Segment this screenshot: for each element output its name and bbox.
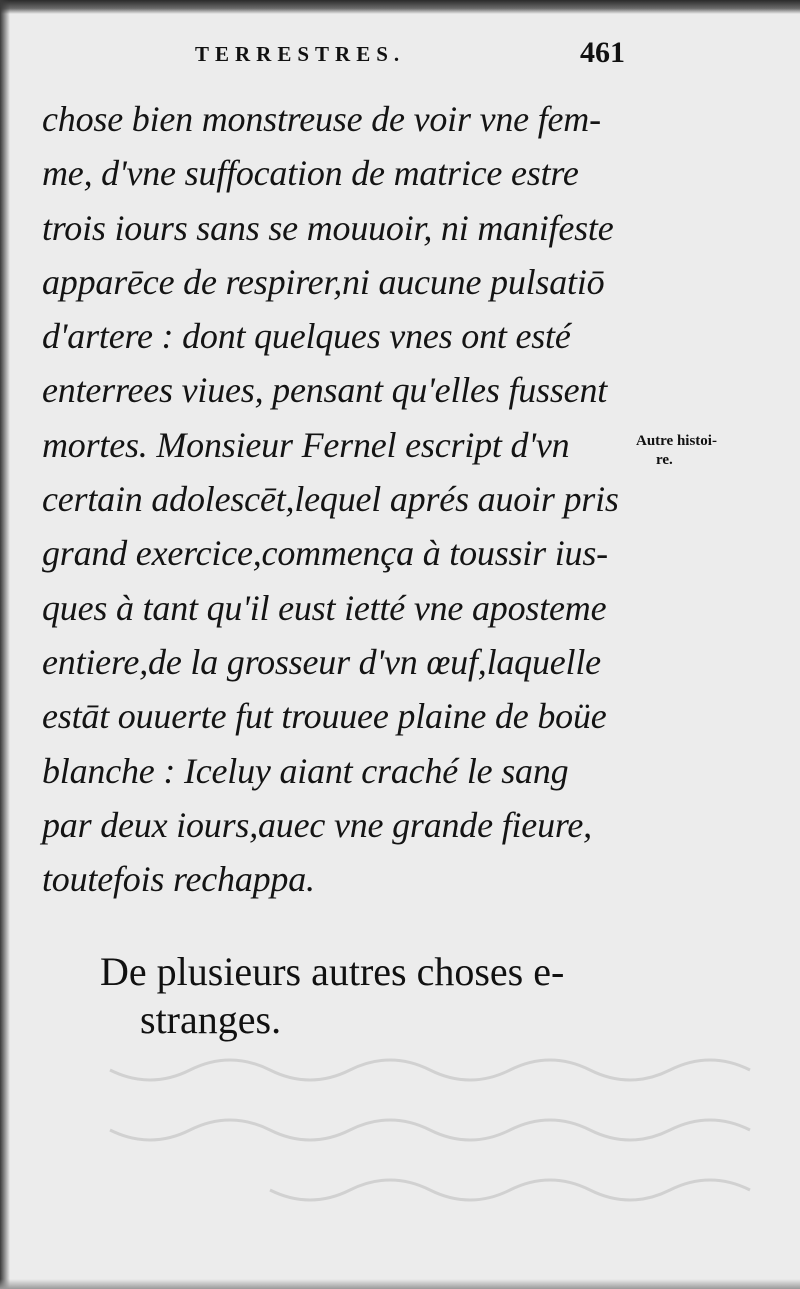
text-line: par deux iours,auec vne grande fieure,: [42, 804, 592, 845]
text-line: toutefois rechappa.: [42, 859, 315, 900]
text-line: me, d'vne suffocation de matrice estre: [42, 153, 579, 194]
text-line: chose bien monstreuse de voir vne fem-: [42, 99, 601, 139]
bleed-strokes: [60, 1040, 760, 1220]
section-heading: [100, 948, 660, 1044]
margin-note-line: Autre histoi-: [636, 433, 717, 449]
text-line: mortes. Monsieur Fernel escript d'vn: [42, 424, 570, 465]
text-line: d'artere : dont quelques vnes ont esté: [42, 316, 571, 357]
margin-note-line: re.: [656, 452, 673, 468]
section-heading-line: stranges.: [140, 997, 282, 1042]
page-top-edge: [0, 0, 800, 14]
text-line: enterrees viues, pensant qu'elles fussent: [42, 370, 608, 411]
text-line: grand exercice,commença à toussir ius-: [42, 533, 608, 574]
text-line: estāt ouuerte fut trouuee plaine de boüe: [42, 696, 607, 737]
text-line: entiere,de la grosseur d'vn œuf,laquelle: [42, 641, 601, 682]
text-line: blanche : Iceluy aiant craché le sang: [42, 750, 569, 791]
page-number: 461: [580, 36, 625, 69]
text-line: certain adolescēt,lequel aprés auoir pris: [42, 479, 619, 520]
page-gutter-shadow: [0, 0, 10, 1289]
page-bottom-edge: [0, 1279, 800, 1289]
section-heading-line: De plusieurs autres choses e-: [100, 949, 565, 994]
text-line: apparēce de respirer,ni aucune pulsatiō: [42, 261, 605, 302]
margin-note: [636, 432, 786, 470]
body-paragraph: [42, 92, 642, 906]
text-line: ques à tant qu'il eust ietté vne aposteme: [42, 587, 607, 628]
show-through-texture: [60, 1040, 760, 1220]
running-head: TERRESTRES.: [195, 42, 406, 66]
text-line: trois iours sans se mouuoir, ni manifeste: [42, 207, 614, 248]
